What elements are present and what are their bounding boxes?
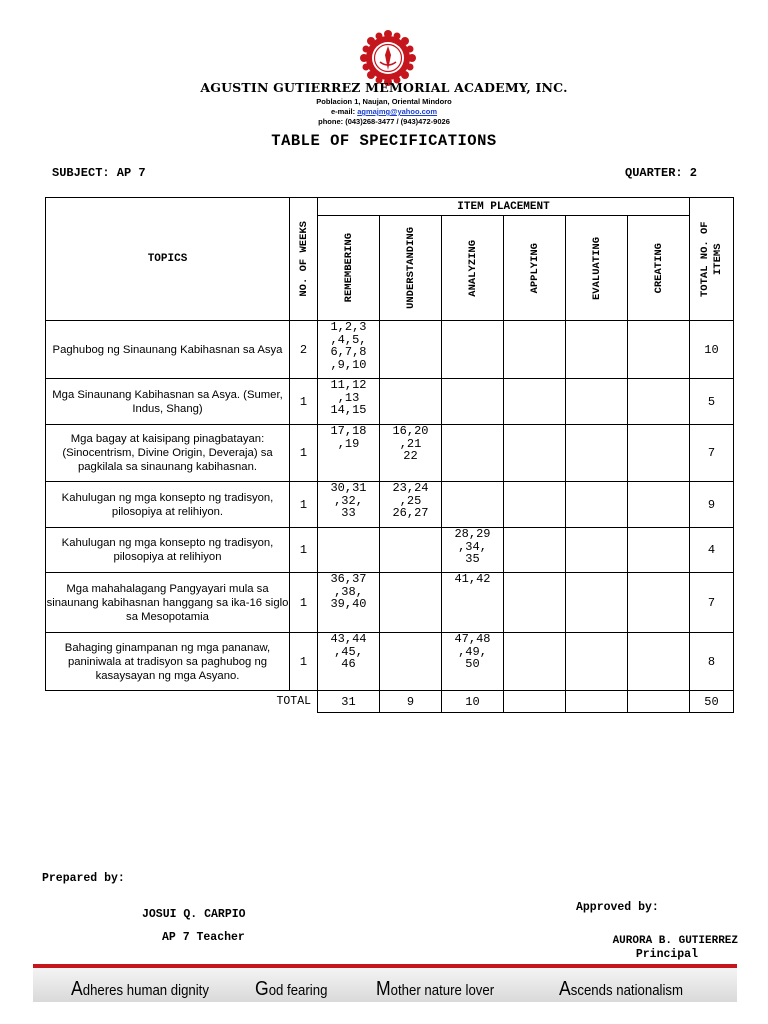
header-item-placement: ITEM PLACEMENT (318, 198, 690, 216)
item-cell (504, 321, 566, 379)
table-row (46, 633, 734, 691)
item-cell (566, 379, 628, 425)
item-cell (566, 425, 628, 482)
item-cell (442, 321, 504, 379)
quarter-label: QUARTER: 2 (625, 166, 698, 180)
topic-cell: Kahulugan ng mga konsepto ng tradisyon, pilosopiya at relihiyon. (46, 482, 290, 528)
motto-nature-lover (376, 978, 494, 1001)
item-cell (628, 379, 690, 425)
row-total-cell: 4 (690, 528, 734, 573)
item-cell (380, 573, 442, 633)
item-cell (566, 528, 628, 573)
subject-label: SUBJECT: AP 7 (52, 166, 146, 180)
weeks-cell: 2 (290, 321, 318, 379)
approved-by-label: Approved by: (576, 901, 659, 914)
item-cell (380, 528, 442, 573)
motto-nationalism (559, 978, 683, 1001)
document-title: TABLE OF SPECIFICATIONS (271, 132, 497, 150)
item-cell (628, 425, 690, 482)
header-level-cell (318, 216, 380, 321)
header-weeks: NO. OF WEEKS (297, 221, 310, 297)
header-level-cell (380, 216, 442, 321)
item-cell (442, 425, 504, 482)
item-cell (628, 573, 690, 633)
header-level-cell (628, 216, 690, 321)
email-label: e-mail: (330, 107, 358, 116)
approver-name: AURORA B. GUTIERREZ (612, 935, 738, 947)
item-cell (628, 482, 690, 528)
item-cell (628, 321, 690, 379)
item-cell: 23,24 ,25 26,27 (380, 482, 442, 528)
item-cell (628, 633, 690, 691)
motto-text: od fearing (268, 982, 328, 999)
motto-text: scends nationalism (570, 982, 684, 999)
school-seal-icon (360, 30, 416, 86)
item-cell (504, 528, 566, 573)
item-cell (442, 482, 504, 528)
total-cell (504, 691, 566, 713)
total-cell: 9 (380, 691, 442, 713)
row-total-cell: 7 (690, 573, 734, 633)
item-cell (566, 482, 628, 528)
row-total-cell: 9 (690, 482, 734, 528)
school-address: Poblacion 1, Naujan, Oriental Mindoro (316, 97, 452, 106)
approver-role: Principal (635, 948, 698, 961)
total-cell (628, 691, 690, 713)
header-level: REMEMBERING (342, 233, 355, 303)
row-total-cell: 5 (690, 379, 734, 425)
weeks-cell: 1 (290, 528, 318, 573)
motto-initial: M (376, 978, 391, 1000)
grand-total: 50 (690, 691, 734, 713)
weeks-cell: 1 (290, 379, 318, 425)
motto-initial: A (71, 978, 83, 1000)
school-name: AGUSTIN GUTIERREZ MEMORIAL ACADEMY, INC. (200, 80, 568, 95)
item-cell: 11,12 ,13 14,15 (318, 379, 380, 425)
prepared-by-label: Prepared by: (42, 872, 125, 885)
item-cell (504, 425, 566, 482)
specifications-table (45, 197, 734, 713)
item-cell (380, 321, 442, 379)
total-cell: 10 (442, 691, 504, 713)
motto-god-fearing (255, 978, 327, 1001)
weeks-cell: 1 (290, 425, 318, 482)
header-level-cell (504, 216, 566, 321)
weeks-cell: 1 (290, 633, 318, 691)
table-row (46, 379, 734, 425)
item-cell: 41,42 (442, 573, 504, 633)
item-cell: 30,31 ,32, 33 (318, 482, 380, 528)
item-cell: 17,18 ,19 (318, 425, 380, 482)
topic-cell: Mga Sinaunang Kabihasnan sa Asya. (Sumer, Indus, Shang) (46, 379, 290, 425)
header-level-cell (566, 216, 628, 321)
header-level: CREATING (652, 242, 665, 294)
motto-initial: G (255, 978, 269, 1000)
item-cell (318, 528, 380, 573)
item-cell: 47,48 ,49, 50 (442, 633, 504, 691)
item-cell (442, 379, 504, 425)
school-phone: phone: (043)268-3477 / (943)472-9026 (318, 117, 450, 126)
item-cell: 16,20 ,21 22 (380, 425, 442, 482)
motto-dignity (71, 978, 209, 1001)
item-cell: 36,37 ,38, 39,40 (318, 573, 380, 633)
item-cell: 1,2,3 ,4,5, 6,7,8 ,9,10 (318, 321, 380, 379)
header-topics: TOPICS (46, 198, 290, 321)
table-row (46, 425, 734, 482)
weeks-cell: 1 (290, 482, 318, 528)
school-email-line (0, 107, 768, 116)
item-cell: 28,29 ,34, 35 (442, 528, 504, 573)
item-cell (566, 633, 628, 691)
topic-cell: Bahaging ginampanan ng mga pananaw, paniniwala at tradisyon sa paghubog ng kasaysayan ng mga Asyano. (46, 633, 290, 691)
item-cell (566, 573, 628, 633)
header-level: APPLYING (528, 242, 541, 294)
total-label: TOTAL (276, 695, 311, 709)
motto-text: other nature lover (390, 982, 495, 999)
weeks-cell: 1 (290, 573, 318, 633)
header-level: UNDERSTANDING (404, 227, 417, 310)
item-cell (504, 482, 566, 528)
header-weeks-cell (290, 198, 318, 321)
motto-text: dheres human dignity (82, 982, 209, 999)
item-cell: 43,44 ,45, 46 (318, 633, 380, 691)
table-row (46, 482, 734, 528)
header-total-items: TOTAL NO. OF ITEMS (698, 221, 724, 297)
item-cell (380, 633, 442, 691)
row-total-cell: 10 (690, 321, 734, 379)
preparer-name: JOSUI Q. CARPIO (142, 908, 246, 921)
header-level-cell (442, 216, 504, 321)
item-cell (380, 379, 442, 425)
table-row (46, 573, 734, 633)
table-row (46, 528, 734, 573)
topic-cell: Mga bagay at kaisipang pinagbatayan: (Sinocentrism, Divine Origin, Deveraja) sa pagkilala sa sinaunang kabihasnan. (46, 425, 290, 482)
topic-cell: Kahulugan ng mga konsepto ng tradisyon, pilosopiya at relihiyon (46, 528, 290, 573)
item-cell (504, 573, 566, 633)
motto-initial: A (559, 978, 571, 1000)
header-level: ANALYZING (466, 239, 479, 297)
topic-cell: Paghubog ng Sinaunang Kabihasnan sa Asya (46, 321, 290, 379)
total-cell (566, 691, 628, 713)
preparer-role: AP 7 Teacher (162, 931, 245, 944)
header-level: EVALUATING (590, 236, 603, 300)
totals-row (46, 691, 734, 713)
row-total-cell: 7 (690, 425, 734, 482)
topic-cell: Mga mahahalagang Pangyayari mula sa sinaunang kabihasnan hanggang sa ika-16 siglo sa Mesopotamia (46, 573, 290, 633)
footer-motto-bar (33, 964, 737, 1002)
item-cell (628, 528, 690, 573)
total-cell: 31 (318, 691, 380, 713)
email-link[interactable]: agmajmg@yahoo.com (357, 107, 438, 116)
row-total-cell: 8 (690, 633, 734, 691)
item-cell (566, 321, 628, 379)
item-cell (504, 379, 566, 425)
table-row (46, 321, 734, 379)
item-cell (504, 633, 566, 691)
header-total-cell (690, 198, 734, 321)
